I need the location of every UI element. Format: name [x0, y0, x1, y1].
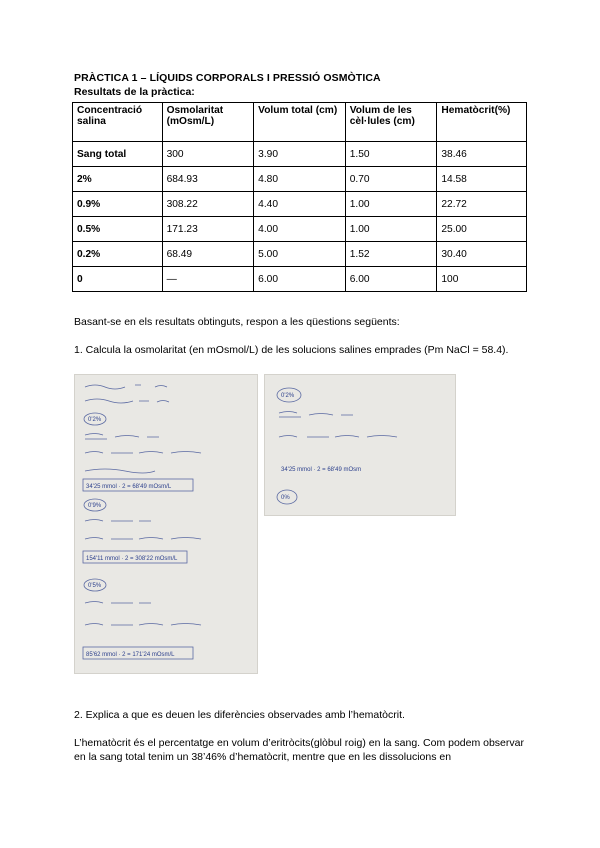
table-row — [73, 267, 527, 292]
cell-osmolarity: 68.49 — [162, 242, 254, 267]
cell-cell-volume: 1.00 — [345, 192, 437, 217]
intro-text: Basant-se en els resultats obtinguts, respon a les qüestions següents: — [74, 316, 400, 328]
handwritten-result: 34'25 mmol · 2 = 68'49 mOsm/L — [86, 484, 172, 490]
results-subtitle: Resultats de la pràctica: — [74, 86, 195, 98]
cell-osmolarity: 684.93 — [162, 167, 254, 192]
cell-concentration: 0 — [73, 267, 163, 292]
cell-osmolarity: 171.23 — [162, 217, 254, 242]
cell-cell-volume: 1.50 — [345, 142, 437, 167]
cell-concentration: 0.9% — [73, 192, 163, 217]
table-row — [73, 242, 527, 267]
cell-cell-volume: 1.00 — [345, 217, 437, 242]
table-header-row — [73, 103, 527, 142]
question-1: 1. Calcula la osmolaritat (en mOsmol/L) de les solucions salines emprades (Pm NaCl = 58.4). — [74, 344, 509, 356]
table-row — [73, 192, 527, 217]
cell-hematocrit: 25.00 — [437, 217, 527, 242]
answer-2: L’hematòcrit és el percentatge en volum d’eritròcits(glòbul roig) en la sang. Com podem observar en la sang total tenim un 38’46% d’hematòcrit, mentre que en les dissolucions en — [74, 737, 524, 763]
handwritten-label: 0'2% — [88, 417, 102, 423]
handwritten-label: 0'5% — [88, 583, 102, 589]
header-cell-volume: Volum de les cèl·lules (cm) — [345, 103, 437, 142]
table-row — [73, 167, 527, 192]
cell-total-volume: 3.90 — [254, 142, 346, 167]
cell-hematocrit: 38.46 — [437, 142, 527, 167]
document-title: PRÀCTICA 1 – LÍQUIDS CORPORALS I PRESSIÓ OSMÒTICA — [74, 72, 381, 84]
cell-concentration: 0.5% — [73, 217, 163, 242]
header-concentration: Concentració salina — [73, 103, 163, 142]
cell-cell-volume: 0.70 — [345, 167, 437, 192]
header-total-volume: Volum total (cm) — [254, 103, 346, 142]
handwriting-sketch — [265, 375, 455, 515]
handwritten-label: 0'2% — [281, 393, 295, 399]
handwritten-calculations-photo — [74, 374, 258, 674]
results-table — [72, 102, 527, 292]
handwriting-sketch — [75, 375, 257, 673]
cell-cell-volume: 1.52 — [345, 242, 437, 267]
cell-concentration: 2% — [73, 167, 163, 192]
question-2: 2. Explica a que es deuen les diferències observades amb l’hematòcrit. — [74, 709, 405, 721]
cell-hematocrit: 30.40 — [437, 242, 527, 267]
table-row — [73, 142, 527, 167]
header-osmolarity: Osmolaritat (mOsm/L) — [162, 103, 254, 142]
handwritten-label: 0'9% — [88, 503, 102, 509]
cell-hematocrit: 22.72 — [437, 192, 527, 217]
handwritten-result: 154'11 mmol · 2 = 308'22 mOsm/L — [86, 556, 178, 562]
table-row — [73, 217, 527, 242]
handwritten-calculations-photo-2 — [264, 374, 456, 516]
cell-total-volume: 4.00 — [254, 217, 346, 242]
cell-concentration: 0.2% — [73, 242, 163, 267]
cell-concentration: Sang total — [73, 142, 163, 167]
cell-osmolarity: 308.22 — [162, 192, 254, 217]
cell-osmolarity: — — [162, 267, 254, 292]
handwritten-result: 34'25 mmol · 2 = 68'49 mOsm — [281, 467, 362, 473]
handwritten-result: 85'62 mmol · 2 = 171'24 mOsm/L — [86, 652, 175, 658]
cell-hematocrit: 14.58 — [437, 167, 527, 192]
header-hematocrit: Hematòcrit(%) — [437, 103, 527, 142]
cell-total-volume: 5.00 — [254, 242, 346, 267]
handwritten-label: 0% — [281, 495, 290, 501]
cell-total-volume: 6.00 — [254, 267, 346, 292]
cell-cell-volume: 6.00 — [345, 267, 437, 292]
cell-osmolarity: 300 — [162, 142, 254, 167]
cell-total-volume: 4.40 — [254, 192, 346, 217]
cell-total-volume: 4.80 — [254, 167, 346, 192]
cell-hematocrit: 100 — [437, 267, 527, 292]
